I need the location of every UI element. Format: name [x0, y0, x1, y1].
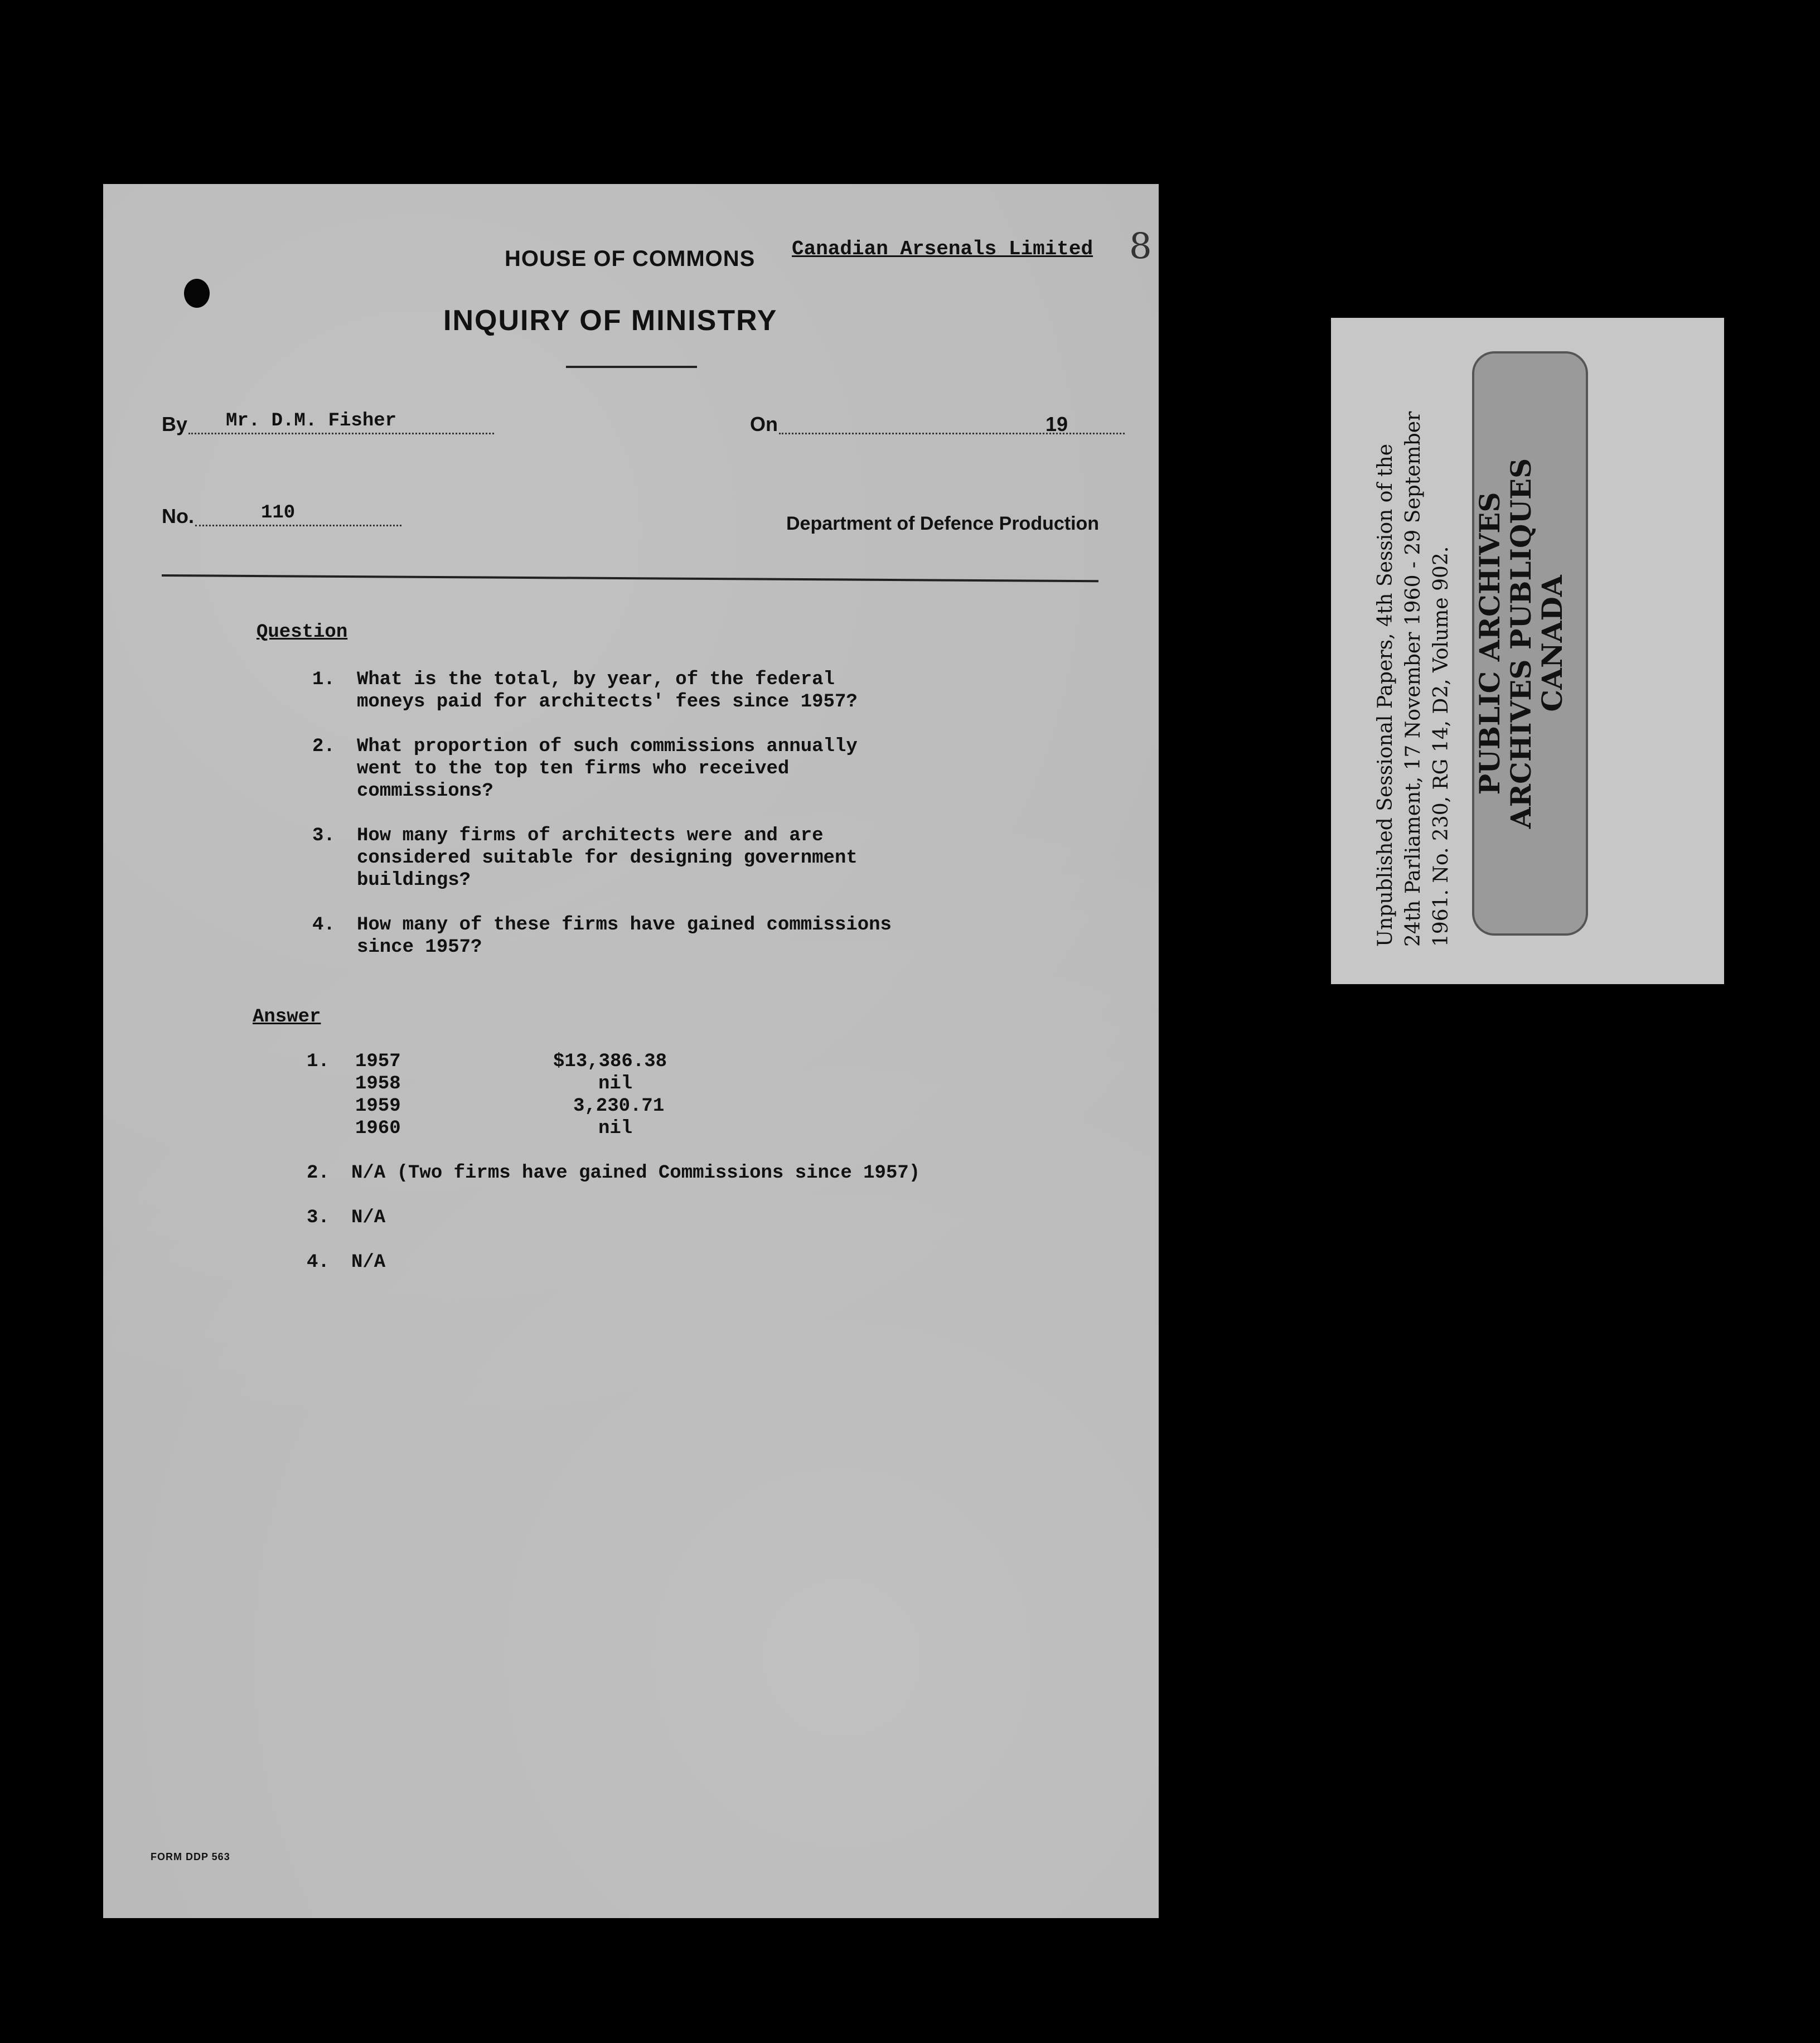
year-label: 19 [1045, 413, 1068, 435]
by-value: Mr. D.M. Fisher [226, 410, 397, 432]
question-line: How many firms of architects were and are [357, 825, 824, 846]
handwritten-page-number: 8 [1129, 226, 1152, 267]
question-line: commissions? [357, 781, 493, 802]
question-line: considered suitable for designing government [357, 848, 858, 869]
document-page [103, 184, 1159, 1918]
by-label: By [162, 413, 188, 435]
answer-number: 3. [307, 1207, 330, 1228]
title-underline [566, 366, 697, 368]
archive-citation-line: 24th Parliament, 17 November 1960 - 29 September [1401, 411, 1425, 947]
no-dotted-line [195, 525, 401, 526]
company-name: Canadian Arsenals Limited [792, 238, 1093, 260]
answer-number: 2. [307, 1163, 330, 1184]
archive-citation-line: 1961. No. 230, RG 14, D2, Volume 902. [1429, 546, 1453, 947]
question-line: buildings? [357, 870, 471, 891]
answer-amount: 3,230.71 [573, 1096, 665, 1117]
answer-text: N/A [351, 1207, 386, 1228]
answer-year: 1959 [355, 1096, 401, 1117]
no-label: No. [162, 505, 194, 527]
archive-label-rotated [1361, 350, 1695, 952]
question-number: 4. [312, 914, 335, 936]
question-line: moneys paid for architects' fees since 1957? [357, 691, 858, 713]
answer-amount: nil [598, 1118, 633, 1139]
question-number: 3. [312, 825, 335, 846]
on-label: On [750, 413, 778, 435]
question-number: 1. [312, 669, 335, 690]
by-dotted-line [188, 433, 494, 434]
archive-label-card [1331, 318, 1724, 984]
stamp-line: ARCHIVES PUBLIQUES [1504, 458, 1537, 829]
form-code: FORM DDP 563 [151, 1851, 230, 1862]
question-heading: Question [256, 622, 348, 643]
question-line: since 1957? [357, 937, 482, 958]
question-line: What proportion of such commissions annually [357, 736, 858, 757]
stamp-line: CANADA [1535, 574, 1569, 712]
house-of-commons-header: HOUSE OF COMMONS [505, 246, 756, 271]
question-line: What is the total, by year, of the federal [357, 669, 835, 690]
punch-hole [184, 279, 210, 308]
question-line: How many of these firms have gained commissions [357, 914, 892, 936]
answer-number: 1. [307, 1051, 330, 1072]
archive-citation-line: Unpublished Sessional Papers, 4th Session of the [1373, 443, 1397, 947]
archives-stamp [1472, 351, 1588, 936]
answer-year: 1957 [355, 1051, 401, 1072]
answer-heading: Answer [253, 1006, 321, 1028]
answer-amount: nil [598, 1073, 633, 1095]
department-name: Department of Defence Production [786, 513, 1100, 534]
stamp-line: PUBLIC ARCHIVES [1473, 492, 1506, 795]
archive-citation [1372, 356, 1455, 947]
answer-text: N/A (Two firms have gained Commissions since 1957) [351, 1163, 921, 1184]
question-line: went to the top ten firms who received [357, 758, 790, 780]
answer-text: N/A [351, 1252, 386, 1273]
header-divider [162, 574, 1098, 582]
on-dotted-line [779, 433, 1125, 434]
answer-year: 1960 [355, 1118, 401, 1139]
document-title: INQUIRY OF MINISTRY [443, 304, 778, 337]
answer-amount: $13,386.38 [553, 1051, 667, 1072]
question-number: 2. [312, 736, 335, 757]
answer-year: 1958 [355, 1073, 401, 1095]
answer-number: 4. [307, 1252, 330, 1273]
no-value: 110 [261, 502, 296, 524]
